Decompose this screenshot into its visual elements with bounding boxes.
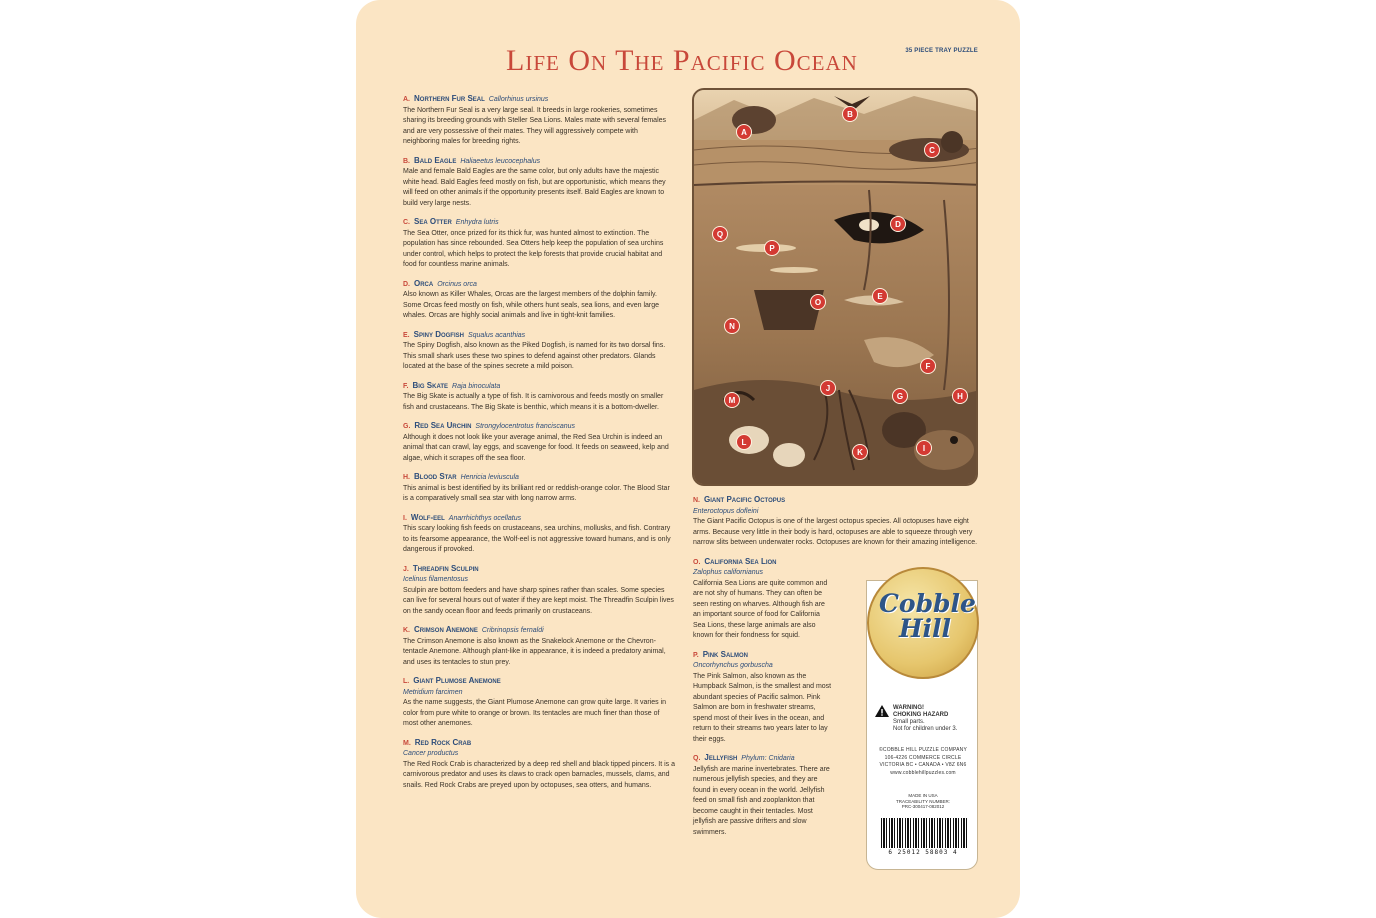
logo-line-2: Hill bbox=[898, 614, 952, 643]
species-entry bbox=[403, 513, 675, 556]
species-heading bbox=[693, 495, 980, 507]
scientific-name: Henricia leviuscula bbox=[460, 474, 519, 481]
marker-c[interactable]: C bbox=[924, 142, 940, 158]
species-letter: N. bbox=[693, 497, 700, 504]
scientific-name: Anarrhichthys ocellatus bbox=[448, 514, 522, 522]
marker-l[interactable]: L bbox=[736, 434, 752, 450]
species-name: Crimson Anemone bbox=[414, 625, 478, 634]
species-heading bbox=[403, 156, 675, 168]
species-heading bbox=[403, 676, 675, 688]
address-line-2: 106-4226 COMMERCE CIRCLE bbox=[884, 754, 962, 761]
species-name: Red Rock Crab bbox=[414, 737, 472, 747]
barcode-number: 6 25012 58803 4 bbox=[888, 849, 958, 856]
choking-warning bbox=[875, 705, 975, 733]
traceability-label: TRACEABILITY NUMBER: bbox=[896, 798, 950, 804]
marker-n[interactable]: N bbox=[724, 318, 740, 334]
species-heading bbox=[403, 330, 675, 342]
species-entry bbox=[693, 495, 980, 549]
species-letter: H. bbox=[403, 474, 410, 481]
marker-h[interactable]: H bbox=[952, 388, 968, 404]
marker-a[interactable]: A bbox=[736, 124, 752, 140]
marker-g[interactable]: G bbox=[892, 388, 908, 404]
species-letter: I. bbox=[403, 514, 407, 522]
marker-m[interactable]: M bbox=[724, 392, 740, 408]
species-letter: J. bbox=[403, 565, 409, 573]
page-title: Life On The Pacific Ocean bbox=[506, 44, 858, 77]
species-heading bbox=[403, 279, 675, 291]
species-name: Giant Plumose Anemone bbox=[413, 676, 501, 685]
species-entry bbox=[403, 738, 675, 792]
species-letter: O. bbox=[693, 558, 701, 566]
species-description: The Northern Fur Seal is a very large seal. It breeds in large rookeries, sometimes sharing its breeding grounds with Steller Sea Lions. Males mate with several females and are very possessive of their mates. They will aggressively compete with neighboring males for breeding rights. bbox=[403, 106, 667, 145]
species-letter: M. bbox=[403, 739, 411, 747]
marker-i[interactable]: I bbox=[916, 440, 932, 456]
species-heading bbox=[403, 421, 675, 433]
species-description: As the name suggests, the Giant Plumose Anemone can grow quite large. It varies in color from pure white to orange or brown. Its tentacles are much finer than those of most other anemones. bbox=[403, 699, 667, 727]
species-description: Although it does not look like your average animal, the Red Sea Urchin is indeed an animal that can crawl, lay eggs, and scavenge for food. It feeds on seaweed, kelp and algae, which it scrapes off the sea floor. bbox=[403, 433, 669, 462]
traceability-info bbox=[871, 793, 975, 810]
marker-d[interactable]: D bbox=[890, 216, 906, 232]
scientific-name: Orcinus orca bbox=[437, 280, 477, 288]
species-letter: P. bbox=[693, 651, 699, 659]
species-description: This animal is best identified by its brilliant red or reddish-orange color. The Blood Star is a comparatively small sea star with long narrow arms. bbox=[403, 484, 670, 502]
species-entry bbox=[403, 330, 675, 373]
species-description: The Spiny Dogfish, also known as the Piked Dogfish, is named for its two dorsal fins. This small shark uses these two spines to defend against other predators. Glands located at the base of the spines secrete a mild poison. bbox=[403, 342, 666, 370]
species-heading bbox=[403, 217, 675, 229]
species-heading bbox=[403, 472, 675, 484]
species-heading bbox=[693, 557, 833, 569]
made-in-line: MADE IN USA bbox=[908, 793, 938, 798]
species-name: Sea Otter bbox=[414, 217, 452, 226]
species-entry bbox=[403, 381, 675, 414]
warning-triangle-icon bbox=[875, 705, 889, 717]
logo-text bbox=[879, 589, 976, 643]
species-entry bbox=[403, 625, 675, 668]
warning-title-2: CHOKING HAZARD bbox=[893, 712, 949, 718]
species-name: California Sea Lion bbox=[704, 556, 777, 566]
species-entry bbox=[403, 279, 675, 322]
company-address bbox=[871, 747, 975, 777]
marker-j[interactable]: J bbox=[820, 380, 836, 396]
scientific-name: Enhydra lutris bbox=[455, 219, 499, 226]
address-line-1: ©COBBLE HILL PUZZLE COMPANY bbox=[879, 747, 967, 753]
scientific-name: Phylum: Cnidaria bbox=[741, 755, 795, 762]
warning-sub-2: Not for children under 3. bbox=[893, 726, 958, 732]
species-letter: B. bbox=[403, 157, 410, 165]
scientific-name: Callorhinus ursinus bbox=[488, 96, 549, 103]
species-description: Male and female Bald Eagles are the same color, but only adults have the majestic white head. Bald Eagles feed mostly on fish, but are opportunistic, which means they will feed on other animals if the opportunity presents itself. Bald Eagles are known to build very large nests. bbox=[403, 168, 666, 207]
marker-b[interactable]: B bbox=[842, 106, 858, 122]
barcode bbox=[881, 818, 967, 848]
scientific-name: Squalus acanthias bbox=[467, 331, 526, 339]
scientific-name: Zalophus californianus bbox=[693, 569, 764, 576]
address-line-3: VICTORIA BC • CANADA • V8Z 6N6 bbox=[879, 762, 967, 768]
species-entry bbox=[403, 156, 675, 210]
species-description: Jellyfish are marine invertebrates. There are numerous jellyfish species, and they are found in every ocean in the world. Jellyfish feed on small fish and zooplankton that become caught in their tentacles. Most jellyfish are passive drifters and slow swimmers. bbox=[693, 765, 830, 836]
scientific-name: Metridium farcimen bbox=[403, 688, 463, 696]
scientific-name: Strongylocentrotus franciscanus bbox=[475, 423, 576, 430]
marker-q[interactable]: Q bbox=[712, 226, 728, 242]
species-entry bbox=[693, 650, 833, 746]
website-link[interactable]: www.cobblehillpuzzles.com bbox=[890, 769, 956, 776]
species-name: Bald Eagle bbox=[414, 155, 457, 165]
species-entry bbox=[403, 564, 675, 618]
marker-e[interactable]: E bbox=[872, 288, 888, 304]
species-description: California Sea Lions are quite common and are not shy of humans. They can often be seen resting on wharves. Although fish are an important source of food for California Sea Lions, these large animals are also known for their fondness for squid. bbox=[693, 579, 828, 639]
species-description: The Giant Pacific Octopus is one of the largest octopus species. All octopuses have eight arms. Because very little in their body is hard, octopuses are able to squeeze through very narrow slits between underwater rocks. Octopuses are known for their amazing intelligence. bbox=[693, 518, 978, 546]
species-description: Also known as Killer Whales, Orcas are the largest members of the dolphin family. Some Orcas feed mostly on fish, while others hunt seals, sea lions, and even large whales. Orcas are highly social animals and live in tight-knit families. bbox=[403, 291, 660, 319]
species-letter: C. bbox=[403, 219, 410, 226]
species-description: Sculpin are bottom feeders and have sharp spines rather than scales. Some species can live for several hours out of water if they are kept moist. The Threadfin Sculpin lives on the sandy ocean floor and feeds primarily on crustaceans. bbox=[403, 586, 674, 615]
species-name: Giant Pacific Octopus bbox=[704, 495, 786, 504]
species-entry bbox=[403, 676, 675, 730]
species-entry bbox=[403, 94, 675, 148]
species-entry bbox=[693, 753, 833, 838]
species-letter: D. bbox=[403, 280, 410, 288]
species-letter: E. bbox=[403, 331, 410, 339]
scientific-name: Icelinus filamentosus bbox=[403, 576, 468, 583]
scientific-name: Oncorhynchus gorbuscha bbox=[693, 662, 773, 669]
species-description: The Sea Otter, once prized for its thick fur, was hunted almost to extinction. The population has since rebounded. Sea Otters help keep the population of sea urchins under control, which helps to protect the kelp forests that provide crucial habitat and food for countless marine animals. bbox=[403, 229, 664, 268]
species-heading bbox=[693, 650, 833, 662]
species-name: Jellyfish bbox=[704, 753, 738, 762]
species-entry bbox=[403, 421, 675, 464]
species-list-left bbox=[403, 94, 675, 799]
ocean-illustration bbox=[692, 88, 978, 486]
tray-puzzle-label: 35 PIECE TRAY PUZZLE bbox=[905, 48, 978, 54]
species-name: Spiny Dogfish bbox=[413, 329, 464, 339]
species-description: This scary looking fish feeds on crustaceans, sea urchins, mollusks, and fish. Contrary to its fearsome appearance, the Wolf-eel is not aggressive toward humans, and is only dangerous if provoked. bbox=[403, 525, 671, 553]
warning-title: WARNING! bbox=[893, 705, 924, 711]
species-heading bbox=[403, 564, 675, 576]
puzzle-back-board bbox=[356, 0, 1020, 918]
species-heading bbox=[403, 738, 675, 750]
species-heading bbox=[693, 753, 833, 765]
scientific-name: Cribrinopsis fernaldi bbox=[481, 627, 544, 634]
scientific-name: Raja binoculata bbox=[452, 382, 501, 390]
species-description: The Crimson Anemone is also known as the Snakelock Anemone or the Chevron-tentacle Anemone. Although plant-like in appearance, it is indeed a predatory animal, and uses its tentacles to stun prey. bbox=[403, 637, 666, 666]
marker-k[interactable]: K bbox=[852, 444, 868, 460]
marker-o[interactable]: O bbox=[810, 294, 826, 310]
species-description: The Big Skate is actually a type of fish. It is carnivorous and feeds mostly on smaller fish and crustaceans. The Big Skate is benthic, which means it is a bottom-dweller. bbox=[403, 393, 664, 411]
species-name: Blood Star bbox=[414, 472, 457, 481]
species-name: Northern Fur Seal bbox=[414, 94, 485, 103]
species-letter: K. bbox=[403, 627, 410, 634]
species-letter: A. bbox=[403, 96, 410, 103]
species-description: The Red Rock Crab is characterized by a deep red shell and black tipped pincers. It is a carnivorous predator and uses its claws to crack open barnacles, mussels, clams, and snails. Red Rock Crabs are preyed upon by octopuses, sea otters, and humans. bbox=[403, 760, 675, 789]
species-description: The Pink Salmon, also known as the Humpback Salmon, is the smallest and most abundant species of Pacific salmon. Pink Salmon are born in freshwater streams, spend most of their lives in the ocean, and return to their streams two years later to lay their eggs. bbox=[693, 672, 832, 743]
species-letter: F. bbox=[403, 382, 409, 390]
species-heading bbox=[403, 625, 675, 637]
scientific-name: Haliaeetus leucocephalus bbox=[460, 157, 541, 165]
species-letter: Q. bbox=[693, 755, 701, 762]
warning-sub-1: Small parts. bbox=[893, 719, 925, 725]
species-heading bbox=[403, 94, 675, 106]
species-name: Big Skate bbox=[412, 380, 449, 390]
marker-f[interactable]: F bbox=[920, 358, 936, 374]
logo-line-1: Cobble bbox=[879, 589, 976, 618]
scientific-name: Cancer productus bbox=[403, 750, 459, 757]
scientific-name: Enteroctopus dofleini bbox=[693, 507, 759, 515]
species-entry bbox=[403, 217, 675, 271]
cobble-hill-logo bbox=[867, 567, 979, 679]
species-heading bbox=[403, 381, 675, 393]
species-name: Orca bbox=[414, 278, 434, 288]
species-letter: L. bbox=[403, 678, 410, 685]
species-entry bbox=[403, 472, 675, 505]
species-heading bbox=[403, 513, 675, 525]
marker-p[interactable]: P bbox=[764, 240, 780, 256]
species-name: Red Sea Urchin bbox=[414, 421, 472, 430]
species-entry bbox=[693, 557, 833, 642]
species-letter: G. bbox=[403, 423, 411, 430]
brand-label-card bbox=[866, 580, 978, 870]
traceability-number: PRC-300417-082012 bbox=[901, 804, 945, 809]
species-name: Wolf-eel bbox=[410, 512, 445, 522]
species-name: Threadfin Sculpin bbox=[412, 563, 479, 573]
species-name: Pink Salmon bbox=[702, 649, 748, 659]
